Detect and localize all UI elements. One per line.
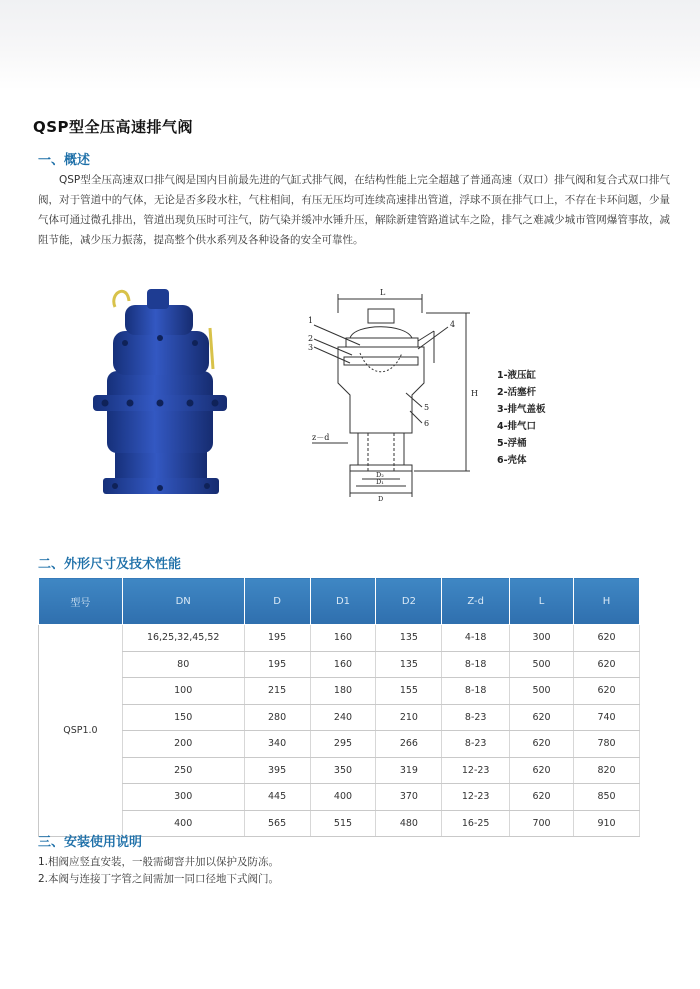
section-heading-overview: 一、概述 [38,153,91,168]
cell: 740 [574,704,640,731]
drawing-legend [497,367,546,469]
cell: 280 [244,704,310,731]
cell: 620 [510,731,574,758]
page-title: QSP型全压高速排气阀 [33,118,194,136]
cell: 100 [122,678,244,705]
cell: 700 [510,810,574,837]
dim-zd: z－d [312,433,330,442]
cell: 620 [510,757,574,784]
cell: 150 [122,704,244,731]
cell: 565 [244,810,310,837]
callout-1: 1 [308,316,314,325]
cell: 445 [244,784,310,811]
cell: 910 [574,810,640,837]
cell: 266 [376,731,442,758]
col-header-d: D [244,578,310,625]
cell: 16,25,32,45,52 [122,625,244,652]
table-header-row [39,578,640,625]
cell: 16-25 [442,810,510,837]
cell: 160 [310,625,376,652]
col-header-d1: D1 [310,578,376,625]
cell: 80 [122,651,244,678]
legend-item: 4-排气口 [497,421,537,432]
legend-item: 1-液压缸 [497,370,537,381]
cell: 180 [310,678,376,705]
col-header-model: 型号 [39,578,123,625]
cell: 12-23 [442,784,510,811]
cell: 480 [376,810,442,837]
col-header-l: L [510,578,574,625]
cell: 250 [122,757,244,784]
cell: 620 [574,651,640,678]
cell: 295 [310,731,376,758]
callout-2: 2 [308,334,314,343]
cell: 12-23 [442,757,510,784]
cell: 8-18 [442,678,510,705]
cell: 195 [244,651,310,678]
cell: 4-18 [442,625,510,652]
cell: 8-23 [442,731,510,758]
cell: 8-18 [442,651,510,678]
cell: 135 [376,651,442,678]
dim-H: H [471,389,478,398]
header-band [0,0,700,90]
cell: 620 [574,625,640,652]
legend-item: 5-浮桶 [497,438,527,449]
cell: 850 [574,784,640,811]
table-row [39,625,640,652]
cell: 340 [244,731,310,758]
note-item: 1.相阀应竖直安装，一般需砌窨井加以保护及防冻。 [38,856,280,868]
cell: 780 [574,731,640,758]
callout-4: 4 [450,320,456,329]
table-row [39,651,640,678]
note-item: 2.本阀与连接丁字管之间需加一同口径地下式阀门。 [38,873,280,885]
table-row [39,784,640,811]
cell: 300 [510,625,574,652]
cell: 195 [244,625,310,652]
cell: 8-23 [442,704,510,731]
overview-paragraph: QSP型全压高速双口排气阀是国内目前最先进的气缸式排气阀，在结构性能上完全超越了普通高速（双口）排气阀和复合式双口排气阀，对于管道中的气体，无论是否多段水柱，气柱相间，有压无压均可连续高速排出管道，浮球不顶在排气口上，不存在卡环问题，少量气体可通过微孔排出，管道出现负压时可注气，防气染并缓冲水锤升压，解除新建管路道试车之险，排气之难减少城市管网爆管事故，减阻节能，减少压力振荡，提高整个供水系列及各种设备的安全可靠性。 [38,174,670,246]
valve-photo [85,283,235,503]
callout-6: 6 [424,419,430,428]
dim-D2: D₂ [376,471,384,479]
table-row [39,731,640,758]
cell: 400 [122,810,244,837]
cell: 210 [376,704,442,731]
cell: 820 [574,757,640,784]
cell: 319 [376,757,442,784]
section-heading-dimensions: 二、外形尺寸及技术性能 [38,557,182,572]
col-header-h: H [574,578,640,625]
table-row [39,757,640,784]
model-cell: QSP1.0 [39,625,123,837]
dim-L: L [380,288,386,297]
callout-3: 3 [308,343,314,352]
cell: 135 [376,625,442,652]
dim-D: D [378,495,384,503]
callout-5: 5 [424,403,430,412]
cell: 350 [310,757,376,784]
legend-item: 6-壳体 [497,455,527,466]
cell: 400 [310,784,376,811]
cell: 240 [310,704,376,731]
cell: 620 [510,784,574,811]
cell: 200 [122,731,244,758]
col-header-d2: D2 [376,578,442,625]
table-row [39,678,640,705]
cell: 370 [376,784,442,811]
cell: 155 [376,678,442,705]
cell: 500 [510,678,574,705]
cell: 160 [310,651,376,678]
spec-table [38,577,640,837]
cell: 515 [310,810,376,837]
col-header-zd: Z-d [442,578,510,625]
legend-item: 2-活塞杆 [497,387,537,398]
cell: 215 [244,678,310,705]
cell: 300 [122,784,244,811]
installation-notes [38,854,279,888]
section-heading-installation: 三、安装使用说明 [38,835,143,850]
cell: 500 [510,651,574,678]
dim-D1: D₁ [376,478,384,486]
valve-section-drawing [300,283,490,505]
table-row [39,704,640,731]
cell: 395 [244,757,310,784]
legend-item: 3-排气盖板 [497,404,546,415]
cell: 620 [574,678,640,705]
col-header-dn: DN [122,578,244,625]
cell: 620 [510,704,574,731]
